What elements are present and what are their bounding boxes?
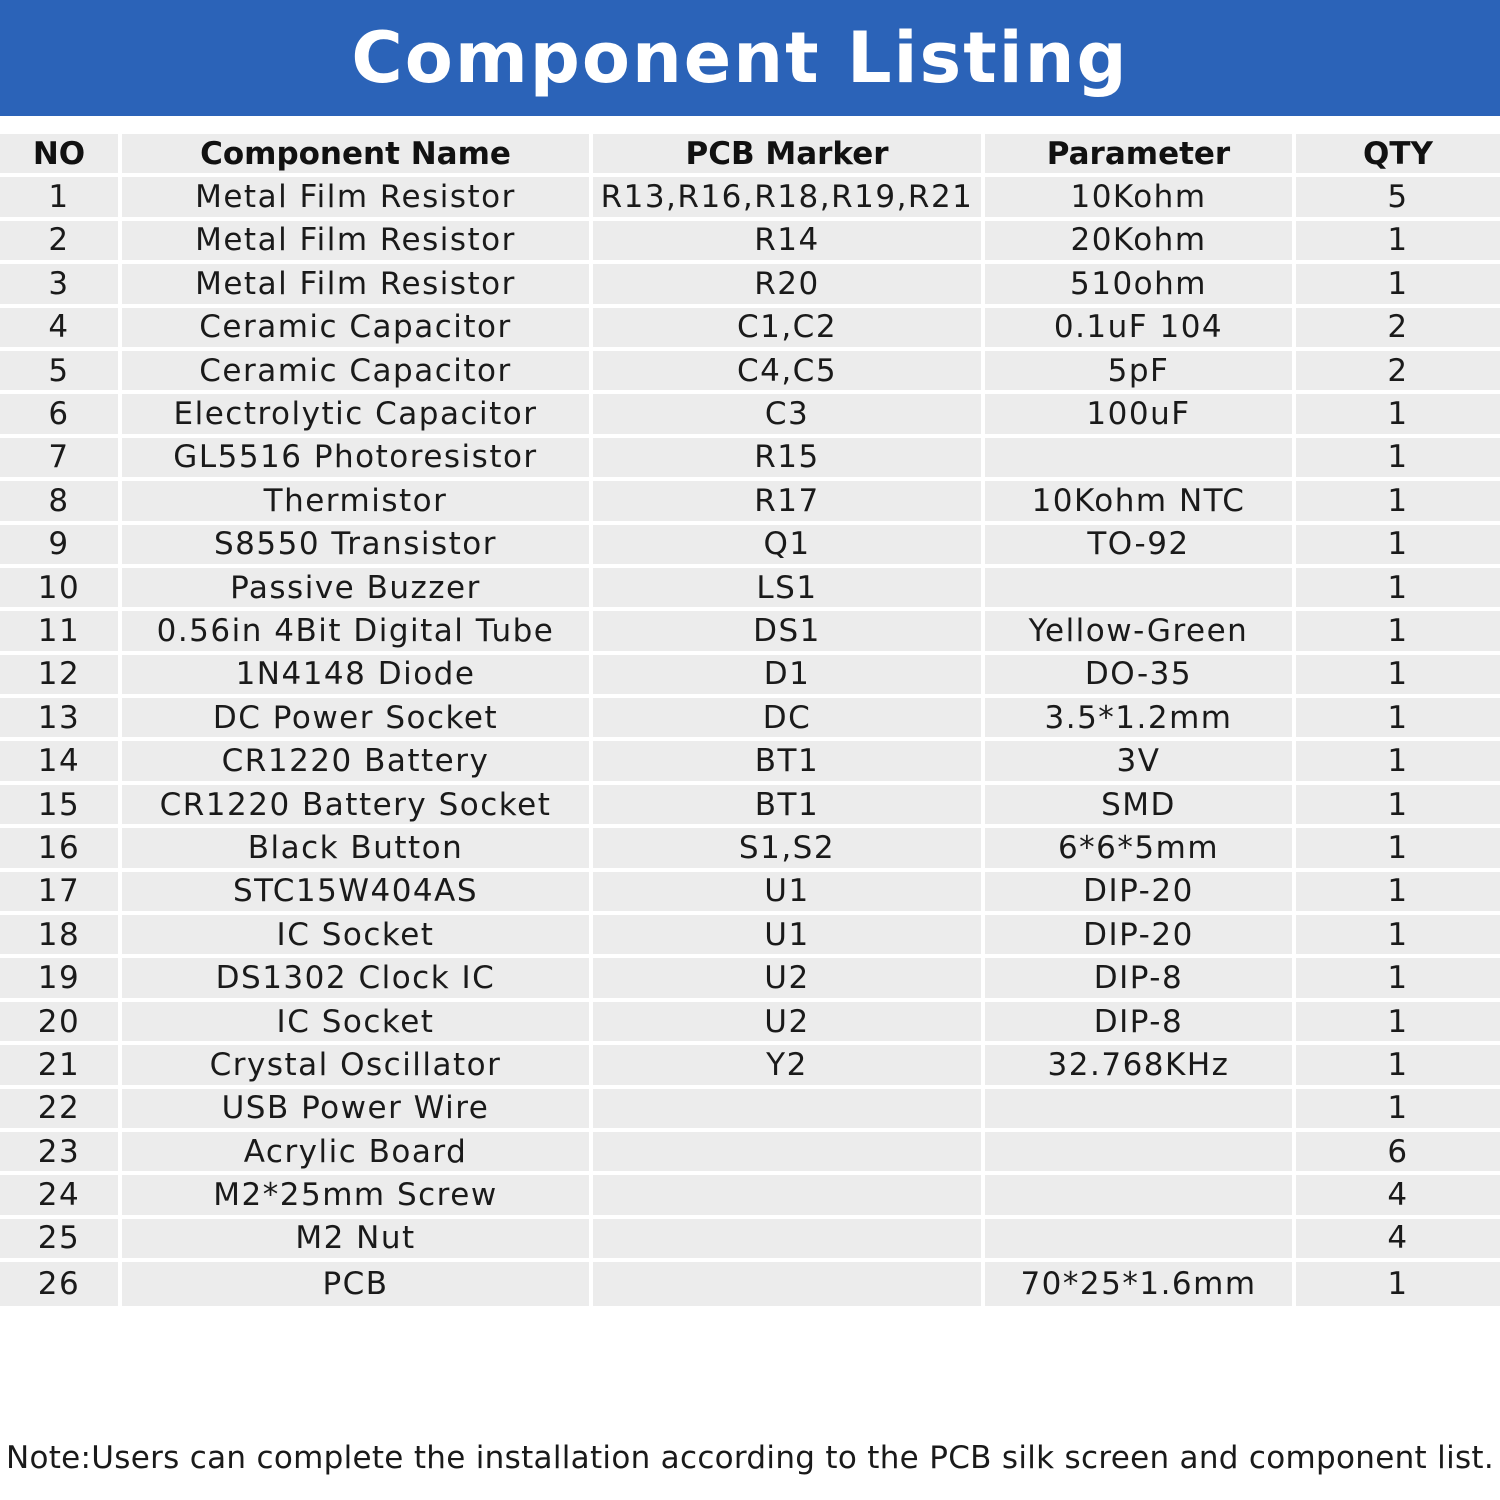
cell-parameter: [985, 1219, 1296, 1262]
table-row: [0, 525, 1500, 568]
cell-pcb-marker: DS1: [593, 611, 985, 654]
cell-qty: 4: [1296, 1175, 1500, 1218]
cell-component-name: Black Button: [122, 828, 593, 871]
cell-parameter: DIP-20: [985, 872, 1296, 915]
cell-qty: 1: [1296, 525, 1500, 568]
cell-pcb-marker: R14: [593, 221, 985, 264]
cell-qty: 1: [1296, 958, 1500, 1001]
cell-no: 11: [0, 611, 122, 654]
table-row: [0, 264, 1500, 307]
cell-component-name: IC Socket: [122, 1002, 593, 1045]
cell-qty: 1: [1296, 611, 1500, 654]
cell-pcb-marker: C3: [593, 394, 985, 437]
cell-parameter: [985, 1089, 1296, 1132]
cell-no: 26: [0, 1262, 122, 1305]
table-row: [0, 1262, 1500, 1305]
cell-no: 12: [0, 655, 122, 698]
cell-qty: 1: [1296, 655, 1500, 698]
cell-pcb-marker: DC: [593, 698, 985, 741]
cell-pcb-marker: D1: [593, 655, 985, 698]
cell-no: 20: [0, 1002, 122, 1045]
cell-parameter: 0.1uF 104: [985, 308, 1296, 351]
cell-component-name: GL5516 Photoresistor: [122, 438, 593, 481]
cell-qty: 1: [1296, 568, 1500, 611]
cell-pcb-marker: U2: [593, 1002, 985, 1045]
cell-component-name: Metal Film Resistor: [122, 177, 593, 220]
header-parameter: Parameter: [985, 134, 1296, 177]
table-row: [0, 828, 1500, 871]
cell-pcb-marker: [593, 1262, 985, 1305]
cell-no: 13: [0, 698, 122, 741]
cell-no: 21: [0, 1045, 122, 1088]
table-row: [0, 655, 1500, 698]
table-row: [0, 785, 1500, 828]
cell-component-name: CR1220 Battery Socket: [122, 785, 593, 828]
table-row: [0, 611, 1500, 654]
cell-pcb-marker: [593, 1219, 985, 1262]
cell-component-name: Crystal Oscillator: [122, 1045, 593, 1088]
cell-parameter: DIP-8: [985, 958, 1296, 1001]
cell-pcb-marker: U1: [593, 915, 985, 958]
cell-parameter: 70*25*1.6mm: [985, 1262, 1296, 1305]
cell-no: 22: [0, 1089, 122, 1132]
table-row: [0, 351, 1500, 394]
cell-parameter: 3.5*1.2mm: [985, 698, 1296, 741]
table-row: [0, 872, 1500, 915]
cell-qty: 1: [1296, 785, 1500, 828]
cell-parameter: TO-92: [985, 525, 1296, 568]
cell-no: 10: [0, 568, 122, 611]
cell-no: 19: [0, 958, 122, 1001]
table-row: [0, 438, 1500, 481]
cell-parameter: Yellow-Green: [985, 611, 1296, 654]
cell-pcb-marker: Q1: [593, 525, 985, 568]
table-row: [0, 1089, 1500, 1132]
header-component-name: Component Name: [122, 134, 593, 177]
cell-qty: 6: [1296, 1132, 1500, 1175]
cell-component-name: Passive Buzzer: [122, 568, 593, 611]
cell-parameter: [985, 1175, 1296, 1218]
cell-pcb-marker: Y2: [593, 1045, 985, 1088]
cell-no: 18: [0, 915, 122, 958]
cell-component-name: 1N4148 Diode: [122, 655, 593, 698]
cell-parameter: 510ohm: [985, 264, 1296, 307]
cell-component-name: STC15W404AS: [122, 872, 593, 915]
cell-parameter: 10Kohm NTC: [985, 481, 1296, 524]
component-table: [0, 134, 1500, 1306]
cell-no: 24: [0, 1175, 122, 1218]
table-row: [0, 308, 1500, 351]
table-row: [0, 481, 1500, 524]
cell-component-name: Thermistor: [122, 481, 593, 524]
cell-no: 25: [0, 1219, 122, 1262]
cell-no: 15: [0, 785, 122, 828]
cell-no: 1: [0, 177, 122, 220]
cell-parameter: 6*6*5mm: [985, 828, 1296, 871]
table-header-row: [0, 134, 1500, 177]
cell-component-name: Ceramic Capacitor: [122, 351, 593, 394]
table-row: [0, 1045, 1500, 1088]
cell-component-name: IC Socket: [122, 915, 593, 958]
cell-no: 4: [0, 308, 122, 351]
cell-component-name: DC Power Socket: [122, 698, 593, 741]
table-row: [0, 698, 1500, 741]
cell-no: 14: [0, 741, 122, 784]
cell-component-name: DS1302 Clock IC: [122, 958, 593, 1001]
table-row: [0, 741, 1500, 784]
cell-parameter: 10Kohm: [985, 177, 1296, 220]
cell-qty: 5: [1296, 177, 1500, 220]
cell-component-name: 0.56in 4Bit Digital Tube: [122, 611, 593, 654]
cell-no: 5: [0, 351, 122, 394]
cell-component-name: Electrolytic Capacitor: [122, 394, 593, 437]
header-pcb-marker: PCB Marker: [593, 134, 985, 177]
cell-parameter: 5pF: [985, 351, 1296, 394]
cell-pcb-marker: R13,R16,R18,R19,R21: [593, 177, 985, 220]
cell-parameter: DIP-20: [985, 915, 1296, 958]
cell-component-name: Ceramic Capacitor: [122, 308, 593, 351]
cell-no: 9: [0, 525, 122, 568]
cell-pcb-marker: [593, 1132, 985, 1175]
cell-qty: 4: [1296, 1219, 1500, 1262]
cell-pcb-marker: U2: [593, 958, 985, 1001]
cell-no: 7: [0, 438, 122, 481]
cell-parameter: DIP-8: [985, 1002, 1296, 1045]
cell-pcb-marker: C4,C5: [593, 351, 985, 394]
cell-qty: 1: [1296, 915, 1500, 958]
cell-parameter: [985, 438, 1296, 481]
cell-qty: 1: [1296, 1045, 1500, 1088]
cell-qty: 1: [1296, 1002, 1500, 1045]
cell-qty: 1: [1296, 698, 1500, 741]
cell-pcb-marker: R20: [593, 264, 985, 307]
cell-parameter: 100uF: [985, 394, 1296, 437]
cell-component-name: Acrylic Board: [122, 1132, 593, 1175]
cell-parameter: DO-35: [985, 655, 1296, 698]
cell-component-name: USB Power Wire: [122, 1089, 593, 1132]
header-no: NO: [0, 134, 122, 177]
cell-no: 16: [0, 828, 122, 871]
table-row: [0, 177, 1500, 220]
cell-qty: 1: [1296, 394, 1500, 437]
cell-parameter: SMD: [985, 785, 1296, 828]
cell-component-name: M2 Nut: [122, 1219, 593, 1262]
cell-parameter: [985, 568, 1296, 611]
cell-qty: 1: [1296, 1089, 1500, 1132]
cell-component-name: S8550 Transistor: [122, 525, 593, 568]
cell-pcb-marker: R15: [593, 438, 985, 481]
cell-qty: 2: [1296, 351, 1500, 394]
cell-pcb-marker: BT1: [593, 741, 985, 784]
cell-pcb-marker: U1: [593, 872, 985, 915]
table-row: [0, 1219, 1500, 1262]
table-row: [0, 958, 1500, 1001]
cell-qty: 1: [1296, 1262, 1500, 1305]
cell-qty: 1: [1296, 481, 1500, 524]
cell-component-name: CR1220 Battery: [122, 741, 593, 784]
cell-pcb-marker: C1,C2: [593, 308, 985, 351]
cell-qty: 1: [1296, 221, 1500, 264]
table-row: [0, 915, 1500, 958]
cell-no: 8: [0, 481, 122, 524]
cell-component-name: M2*25mm Screw: [122, 1175, 593, 1218]
cell-parameter: 20Kohm: [985, 221, 1296, 264]
table-row: [0, 1132, 1500, 1175]
cell-pcb-marker: R17: [593, 481, 985, 524]
cell-qty: 1: [1296, 741, 1500, 784]
cell-parameter: 3V: [985, 741, 1296, 784]
cell-qty: 1: [1296, 438, 1500, 481]
cell-pcb-marker: BT1: [593, 785, 985, 828]
cell-pcb-marker: [593, 1089, 985, 1132]
cell-pcb-marker: S1,S2: [593, 828, 985, 871]
cell-component-name: PCB: [122, 1262, 593, 1305]
cell-parameter: [985, 1132, 1296, 1175]
table-row: [0, 1175, 1500, 1218]
title-banner: [0, 0, 1500, 116]
cell-qty: 2: [1296, 308, 1500, 351]
table-row: [0, 221, 1500, 264]
page-title: Component Listing: [351, 17, 1129, 99]
cell-component-name: Metal Film Resistor: [122, 264, 593, 307]
cell-qty: 1: [1296, 872, 1500, 915]
cell-no: 6: [0, 394, 122, 437]
cell-no: 23: [0, 1132, 122, 1175]
cell-component-name: Metal Film Resistor: [122, 221, 593, 264]
installation-note: Note:Users can complete the installation according to the PCB silk screen and component list.: [5, 1440, 1495, 1476]
header-qty: QTY: [1296, 134, 1500, 177]
cell-pcb-marker: [593, 1175, 985, 1218]
component-table-container: [0, 134, 1500, 1306]
table-row: [0, 1002, 1500, 1045]
cell-no: 17: [0, 872, 122, 915]
cell-pcb-marker: LS1: [593, 568, 985, 611]
cell-qty: 1: [1296, 264, 1500, 307]
cell-parameter: 32.768KHz: [985, 1045, 1296, 1088]
cell-no: 3: [0, 264, 122, 307]
cell-no: 2: [0, 221, 122, 264]
table-row: [0, 394, 1500, 437]
cell-qty: 1: [1296, 828, 1500, 871]
table-row: [0, 568, 1500, 611]
